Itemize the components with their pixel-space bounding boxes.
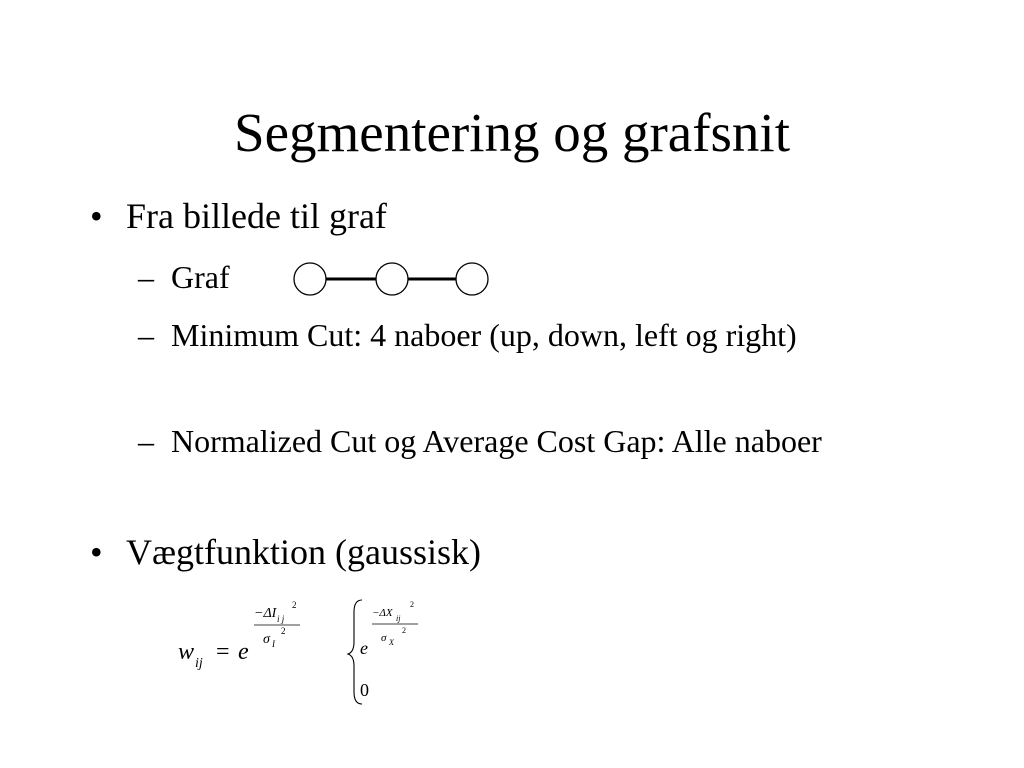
formula-case-zero: 0: [360, 680, 369, 700]
formula-exp2-denominator-subscript: X: [389, 638, 394, 647]
formula-exp1-denominator-subscript: I: [272, 639, 275, 649]
formula-exp1-denominator: σ: [263, 632, 270, 647]
formula-exp1-numerator-power: 2: [292, 600, 297, 610]
formula-exp1-numerator: −ΔI: [254, 606, 277, 621]
graph-node: [456, 263, 488, 295]
formula-exp1-denominator-power: 2: [281, 626, 286, 636]
formula-lhs: w: [178, 639, 195, 665]
formula-exp2-numerator-power: 2: [410, 600, 414, 609]
slide-title: Segmentering og grafsnit: [234, 102, 790, 163]
formula-lhs-subscript: ij: [195, 656, 203, 671]
sub-bullet-marker: –: [138, 317, 154, 353]
formula-base: e: [238, 639, 249, 665]
formula-case-base: e: [360, 638, 368, 658]
bullet-text: Vægtfunktion (gaussisk): [126, 532, 481, 572]
graph-node: [376, 263, 408, 295]
formula-equals: =: [216, 639, 230, 665]
sub-bullet-text: Minimum Cut: 4 naboer (up, down, left og right): [171, 317, 797, 353]
bullet-marker: •: [90, 532, 103, 572]
formula-exp1-numerator-subscript: i j: [277, 614, 285, 624]
weight-function-formula: [170, 592, 440, 712]
sub-bullet-marker: –: [138, 259, 154, 295]
bullet-marker: •: [90, 196, 103, 236]
formula-exp2-numerator-subscript: ij: [396, 614, 401, 623]
formula-exp2-numerator: −ΔX: [372, 607, 393, 619]
bullet-text: Fra billede til graf: [126, 196, 387, 236]
graph-node: [294, 263, 326, 295]
formula-exp2-denominator: σ: [381, 632, 387, 644]
formula-exp2-denominator-power: 2: [402, 626, 406, 635]
graph-diagram: [292, 262, 492, 298]
sub-bullet-text: Graf: [171, 259, 230, 295]
sub-bullet-marker: –: [138, 423, 154, 459]
sub-bullet-text: Normalized Cut og Average Cost Gap: Alle naboer: [171, 423, 822, 459]
